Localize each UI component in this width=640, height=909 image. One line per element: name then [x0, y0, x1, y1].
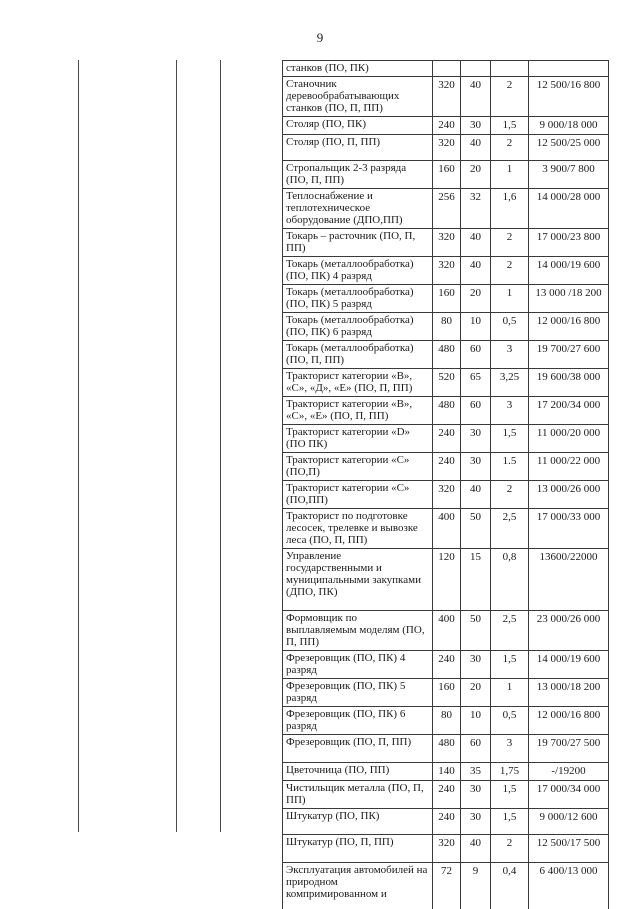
- months-cell: 1: [491, 285, 529, 313]
- cost-cell: 14 000/19 600: [529, 651, 609, 679]
- days-cell: 30: [461, 425, 491, 453]
- months-cell: 1.5: [491, 453, 529, 481]
- hours-cell: 80: [433, 313, 461, 341]
- course-name-cell: Тракторист категории «В», «С», «Е» (ПО, П, ПП): [283, 397, 433, 425]
- cost-cell: 17 200/34 000: [529, 397, 609, 425]
- table-row: [283, 651, 609, 679]
- days-cell: 60: [461, 341, 491, 369]
- months-cell: 0,8: [491, 549, 529, 611]
- hours-cell: [433, 61, 461, 77]
- hours-cell: 80: [433, 707, 461, 735]
- cost-cell: 13 000 /18 200: [529, 285, 609, 313]
- cost-cell: [529, 61, 609, 77]
- days-cell: 65: [461, 369, 491, 397]
- hours-cell: 320: [433, 481, 461, 509]
- cost-cell: 9 000/12 600: [529, 809, 609, 835]
- days-cell: 40: [461, 481, 491, 509]
- cost-cell: 19 700/27 600: [529, 341, 609, 369]
- course-name-cell: Тракторист категории «С» (ПО,П): [283, 453, 433, 481]
- days-cell: 15: [461, 549, 491, 611]
- hours-cell: 72: [433, 863, 461, 909]
- days-cell: 35: [461, 763, 491, 781]
- days-cell: 30: [461, 453, 491, 481]
- days-cell: 50: [461, 611, 491, 651]
- table-row: [283, 611, 609, 651]
- cost-cell: 17 000/33 000: [529, 509, 609, 549]
- course-name-cell: Тракторист по подготовке лесосек, трелевке и вывозке леса (ПО, П, ПП): [283, 509, 433, 549]
- cost-cell: 3 900/7 800: [529, 161, 609, 189]
- hours-cell: 320: [433, 135, 461, 161]
- table-row: [283, 341, 609, 369]
- days-cell: 32: [461, 189, 491, 229]
- hours-cell: 320: [433, 257, 461, 285]
- cost-cell: 12 500/17 500: [529, 835, 609, 863]
- course-name-cell: станков (ПО, ПК): [283, 61, 433, 77]
- months-cell: 1,75: [491, 763, 529, 781]
- cost-cell: 13 000/18 200: [529, 679, 609, 707]
- days-cell: 40: [461, 257, 491, 285]
- hours-cell: 240: [433, 425, 461, 453]
- course-name-cell: Тракторист категории «В», «С», «Д», «Е» (ПО, П, ПП): [283, 369, 433, 397]
- course-name-cell: Цветочница (ПО, ПП): [283, 763, 433, 781]
- course-name-cell: Фрезеровщик (ПО, П, ПП): [283, 735, 433, 763]
- cost-cell: -/19200: [529, 763, 609, 781]
- months-cell: 3: [491, 341, 529, 369]
- days-cell: 30: [461, 117, 491, 135]
- course-name-cell: Фрезеровщик (ПО, ПК) 6 разряд: [283, 707, 433, 735]
- table-row: [283, 835, 609, 863]
- months-cell: 2,5: [491, 509, 529, 549]
- cost-cell: 17 000/23 800: [529, 229, 609, 257]
- hours-cell: 480: [433, 397, 461, 425]
- table-row: [283, 61, 609, 77]
- course-name-cell: Штукатур (ПО, П, ПП): [283, 835, 433, 863]
- months-cell: 0,4: [491, 863, 529, 909]
- months-cell: [491, 61, 529, 77]
- course-name-cell: Токарь – расточник (ПО, П, ПП): [283, 229, 433, 257]
- months-cell: 0,5: [491, 707, 529, 735]
- table-row: [283, 809, 609, 835]
- cost-cell: 14 000/28 000: [529, 189, 609, 229]
- days-cell: 30: [461, 781, 491, 809]
- days-cell: 40: [461, 835, 491, 863]
- column-divider-left-3: [220, 60, 221, 832]
- table-row: [283, 189, 609, 229]
- months-cell: 1,5: [491, 781, 529, 809]
- table-row: [283, 509, 609, 549]
- hours-cell: 160: [433, 679, 461, 707]
- table-row: [283, 285, 609, 313]
- table-row: [283, 481, 609, 509]
- hours-cell: 320: [433, 229, 461, 257]
- hours-cell: 480: [433, 735, 461, 763]
- course-name-cell: Стропальщик 2-3 разряда (ПО, П, ПП): [283, 161, 433, 189]
- days-cell: 9: [461, 863, 491, 909]
- hours-cell: 320: [433, 77, 461, 117]
- hours-cell: 160: [433, 285, 461, 313]
- table-row: [283, 77, 609, 117]
- months-cell: 1,5: [491, 651, 529, 679]
- days-cell: 20: [461, 285, 491, 313]
- table-row: [283, 313, 609, 341]
- hours-cell: 400: [433, 611, 461, 651]
- days-cell: 30: [461, 809, 491, 835]
- hours-cell: 160: [433, 161, 461, 189]
- cost-cell: 13 000/26 000: [529, 481, 609, 509]
- hours-cell: 240: [433, 781, 461, 809]
- page-number: 9: [316, 30, 324, 45]
- hours-cell: 240: [433, 117, 461, 135]
- days-cell: 40: [461, 135, 491, 161]
- cost-cell: 12 000/16 800: [529, 313, 609, 341]
- course-name-cell: Столяр (ПО, П, ПП): [283, 135, 433, 161]
- table-row: [283, 369, 609, 397]
- table-row: [283, 679, 609, 707]
- table-row: [283, 707, 609, 735]
- days-cell: 20: [461, 679, 491, 707]
- course-name-cell: Чистильщик металла (ПО, П, ПП): [283, 781, 433, 809]
- hours-cell: 480: [433, 341, 461, 369]
- cost-cell: 12 500/25 000: [529, 135, 609, 161]
- course-name-cell: Теплоснабжение и теплотехническое оборудование (ДПО,ПП): [283, 189, 433, 229]
- months-cell: 2: [491, 77, 529, 117]
- days-cell: 40: [461, 77, 491, 117]
- days-cell: [461, 61, 491, 77]
- hours-cell: 240: [433, 453, 461, 481]
- hours-cell: 400: [433, 509, 461, 549]
- course-name-cell: Фрезеровщик (ПО, ПК) 4 разряд: [283, 651, 433, 679]
- cost-cell: 23 000/26 000: [529, 611, 609, 651]
- months-cell: 2: [491, 257, 529, 285]
- cost-cell: 6 400/13 000: [529, 863, 609, 909]
- cost-cell: 19 600/38 000: [529, 369, 609, 397]
- months-cell: 1,6: [491, 189, 529, 229]
- course-name-cell: Управление государственными и муниципальными закупками (ДПО, ПК): [283, 549, 433, 611]
- table-row: [283, 453, 609, 481]
- table-row: [283, 781, 609, 809]
- course-name-cell: Токарь (металлообработка) (ПО, ПК) 4 разряд: [283, 257, 433, 285]
- course-name-cell: Формовщик по выплавляемым моделям (ПО, П, ПП): [283, 611, 433, 651]
- days-cell: 20: [461, 161, 491, 189]
- cost-cell: 14 000/19 600: [529, 257, 609, 285]
- table-row: [283, 135, 609, 161]
- days-cell: 40: [461, 229, 491, 257]
- course-name-cell: Тракторист категории «С» (ПО,ПП): [283, 481, 433, 509]
- days-cell: 60: [461, 735, 491, 763]
- cost-cell: 12 500/16 800: [529, 77, 609, 117]
- cost-cell: 19 700/27 500: [529, 735, 609, 763]
- days-cell: 10: [461, 313, 491, 341]
- months-cell: 2: [491, 135, 529, 161]
- courses-table: [282, 60, 609, 909]
- days-cell: 30: [461, 651, 491, 679]
- hours-cell: 240: [433, 651, 461, 679]
- table-row: [283, 863, 609, 909]
- column-divider-left-1: [78, 60, 79, 832]
- table-row: [283, 549, 609, 611]
- table-row: [283, 161, 609, 189]
- hours-cell: 120: [433, 549, 461, 611]
- course-name-cell: Тракторист категории «D» (ПО ПК): [283, 425, 433, 453]
- table-row: [283, 735, 609, 763]
- course-name-cell: Эксплуатация автомобилей на природном компримированном и: [283, 863, 433, 909]
- cost-cell: 13600/22000: [529, 549, 609, 611]
- months-cell: 2: [491, 229, 529, 257]
- months-cell: 3: [491, 397, 529, 425]
- cost-cell: 11 000/22 000: [529, 453, 609, 481]
- hours-cell: 320: [433, 835, 461, 863]
- cost-cell: 11 000/20 000: [529, 425, 609, 453]
- hours-cell: 240: [433, 809, 461, 835]
- hours-cell: 256: [433, 189, 461, 229]
- months-cell: 1: [491, 679, 529, 707]
- days-cell: 50: [461, 509, 491, 549]
- course-name-cell: Токарь (металлообработка) (ПО, П, ПП): [283, 341, 433, 369]
- cost-cell: 9 000/18 000: [529, 117, 609, 135]
- days-cell: 60: [461, 397, 491, 425]
- table-row: [283, 117, 609, 135]
- table-row: [283, 425, 609, 453]
- table-row: [283, 397, 609, 425]
- months-cell: 3: [491, 735, 529, 763]
- months-cell: 2: [491, 835, 529, 863]
- course-name-cell: Токарь (металлообработка) (ПО, ПК) 5 разряд: [283, 285, 433, 313]
- months-cell: 1,5: [491, 425, 529, 453]
- column-divider-left-2: [176, 60, 177, 832]
- table-row: [283, 229, 609, 257]
- course-name-cell: Станочник деревообрабатывающих станков (ПО, П, ПП): [283, 77, 433, 117]
- months-cell: 2: [491, 481, 529, 509]
- table-row: [283, 257, 609, 285]
- months-cell: 1,5: [491, 809, 529, 835]
- months-cell: 1: [491, 161, 529, 189]
- hours-cell: 140: [433, 763, 461, 781]
- months-cell: 2,5: [491, 611, 529, 651]
- cost-cell: 12 000/16 800: [529, 707, 609, 735]
- course-name-cell: Токарь (металлообработка) (ПО, ПК) 6 разряд: [283, 313, 433, 341]
- hours-cell: 520: [433, 369, 461, 397]
- months-cell: 0,5: [491, 313, 529, 341]
- course-name-cell: Штукатур (ПО, ПК): [283, 809, 433, 835]
- days-cell: 10: [461, 707, 491, 735]
- table-row: [283, 763, 609, 781]
- course-name-cell: Фрезеровщик (ПО, ПК) 5 разряд: [283, 679, 433, 707]
- course-name-cell: Столяр (ПО, ПК): [283, 117, 433, 135]
- months-cell: 3,25: [491, 369, 529, 397]
- cost-cell: 17 000/34 000: [529, 781, 609, 809]
- months-cell: 1,5: [491, 117, 529, 135]
